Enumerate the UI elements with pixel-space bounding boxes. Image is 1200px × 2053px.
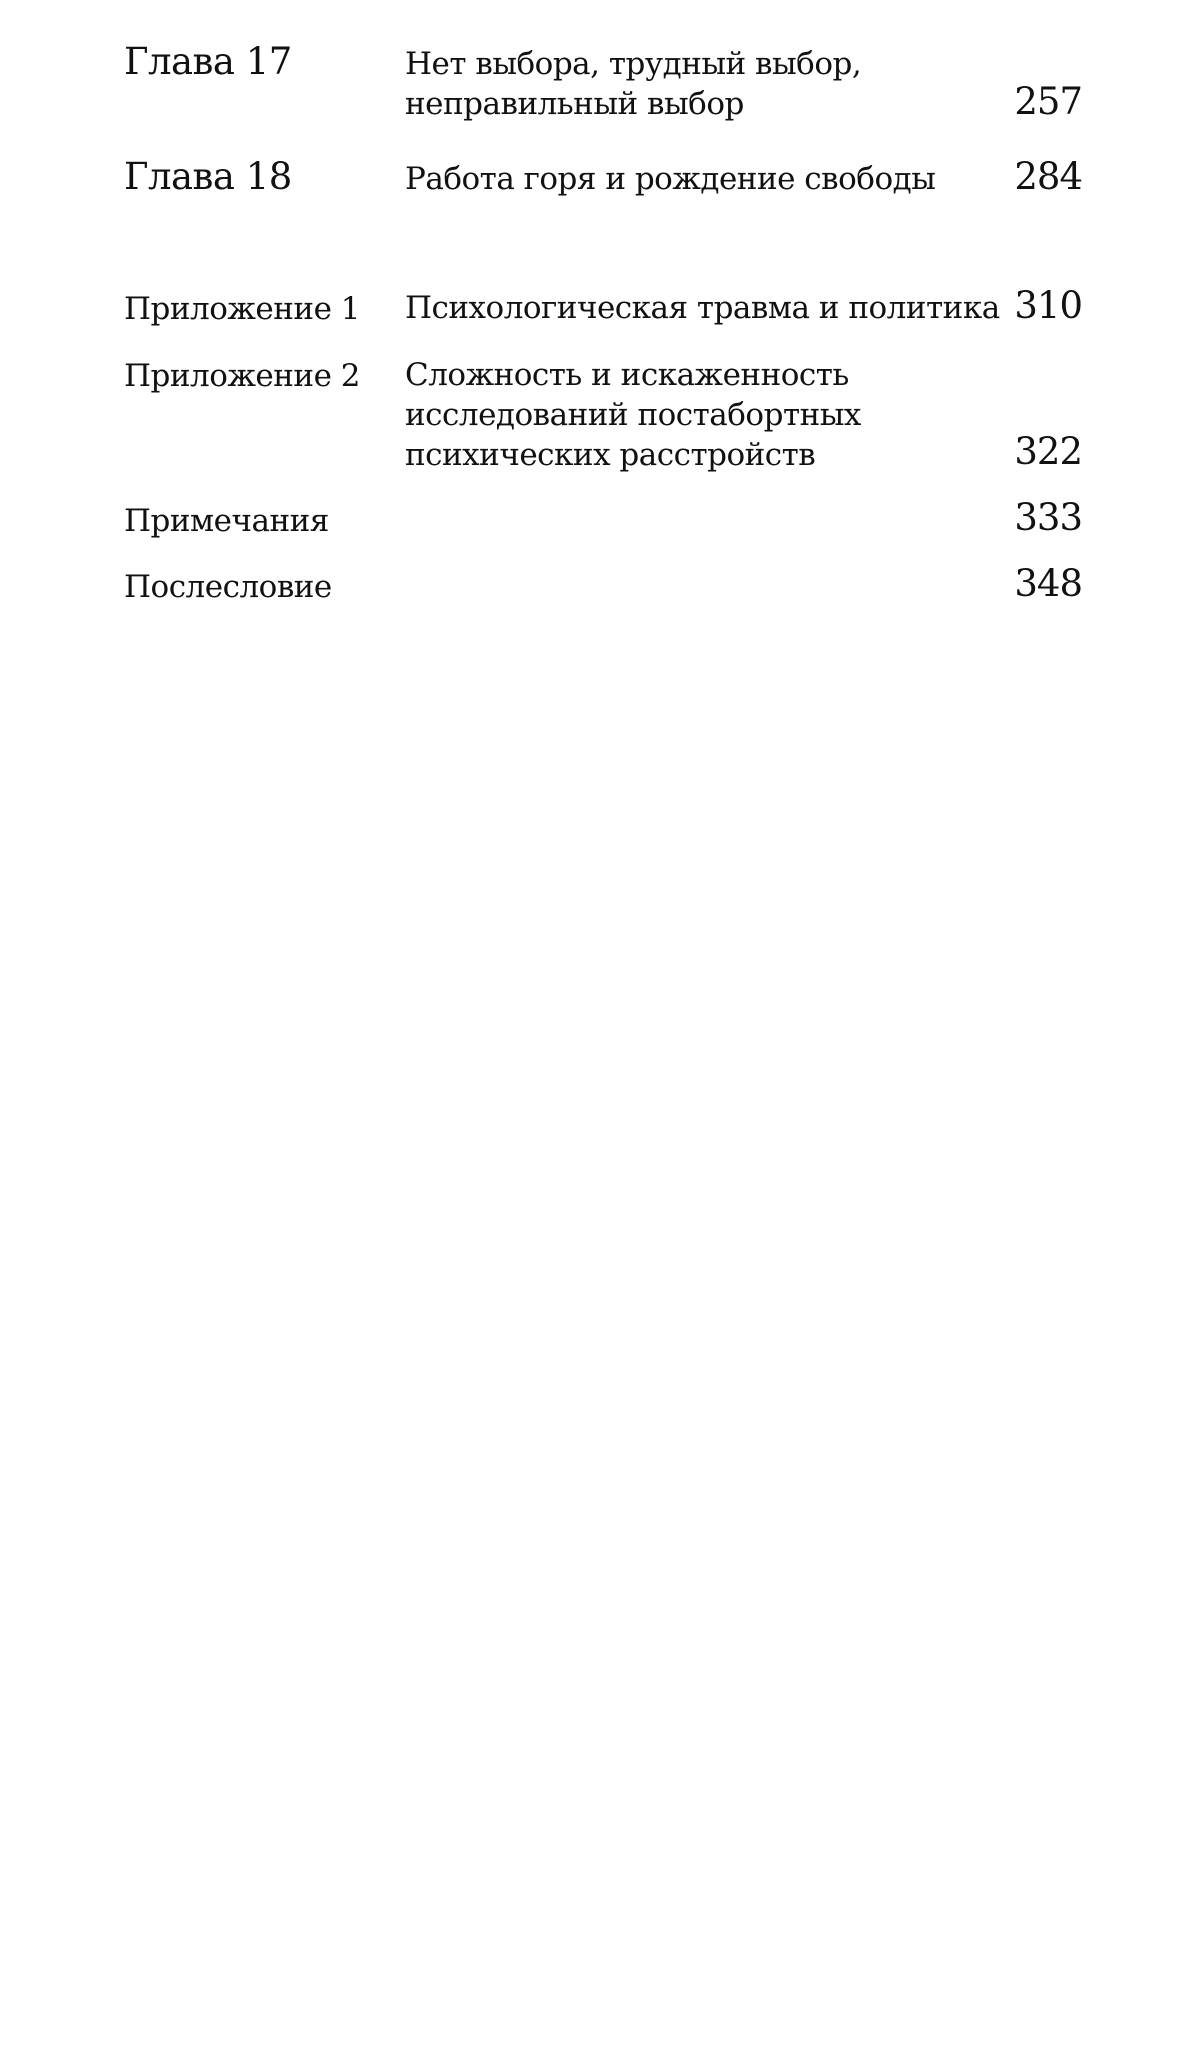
- entry-page-number: 310: [1014, 284, 1082, 327]
- entry-label: Глава 17: [124, 40, 292, 83]
- entry-title-line: неправильный выбор: [405, 86, 744, 122]
- entry-title: [405, 355, 1005, 475]
- entry-page-number: 284: [1014, 155, 1082, 198]
- entry-page-number: 322: [1014, 430, 1082, 473]
- entry-label: Приложение 2: [124, 358, 361, 394]
- entry-label: Глава 18: [124, 155, 292, 198]
- entry-title-line: Сложность и искаженность: [405, 357, 849, 393]
- entry-label: Приложение 1: [124, 291, 361, 327]
- entry-page-number: 257: [1014, 80, 1082, 123]
- entry-title: [405, 288, 1005, 328]
- entry-label: Послесловие: [124, 569, 332, 605]
- entry-title-line: психических расстройств: [405, 437, 816, 473]
- entry-title-line: Психологическая травма и политика: [405, 290, 1000, 326]
- entry-title: [405, 44, 1005, 124]
- entry-title: [405, 159, 1005, 199]
- entry-page-number: 348: [1014, 562, 1082, 605]
- entry-title-line: исследований постабортных: [405, 397, 861, 433]
- entry-page-number: 333: [1014, 496, 1082, 539]
- entry-label: Примечания: [124, 503, 329, 539]
- entry-title-line: Нет выбора, трудный выбор,: [405, 46, 862, 82]
- entry-title-line: Работа горя и рождение свободы: [405, 161, 936, 197]
